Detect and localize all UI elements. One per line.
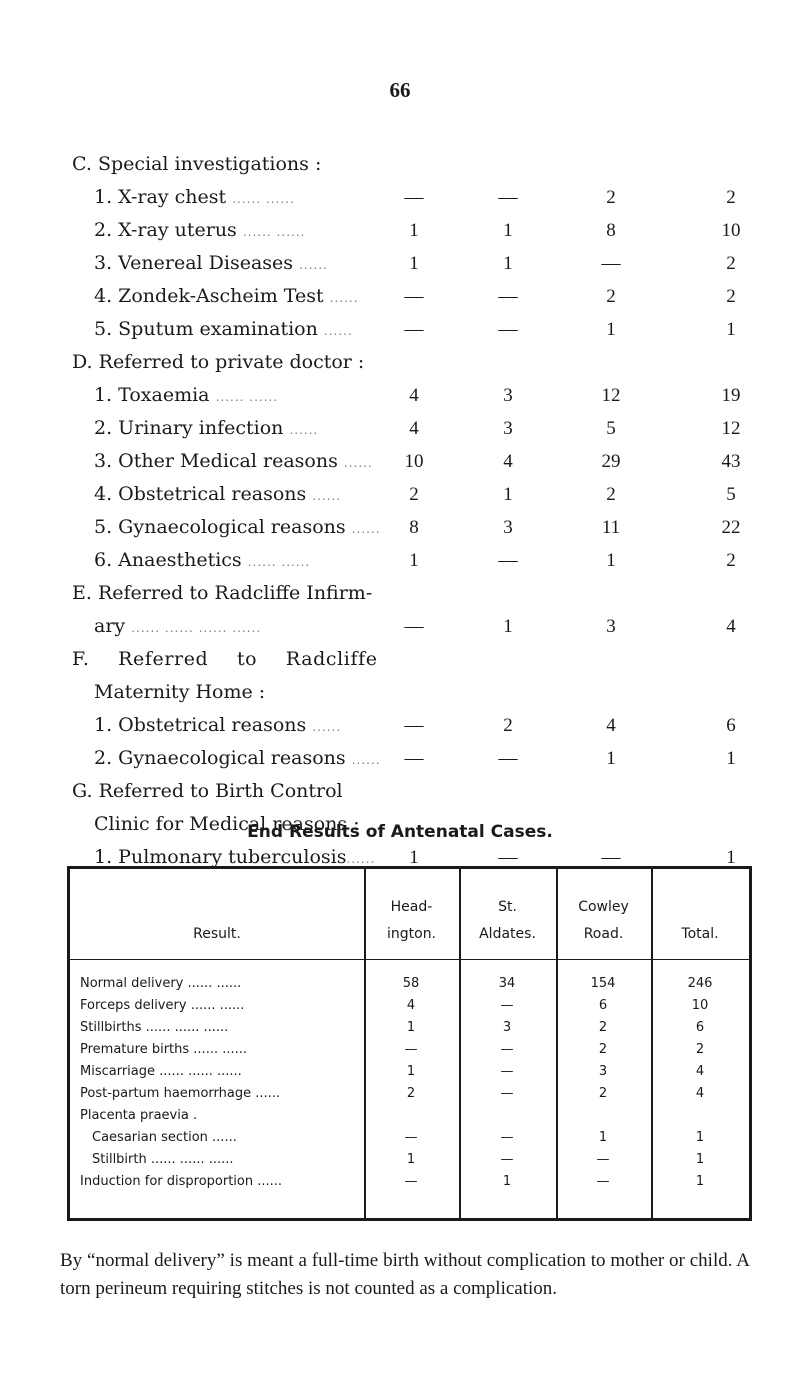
section-heading: D. Referred to private doctor : bbox=[72, 351, 365, 373]
list-item: 1. Obstetrical reasons ...... — 2 4 6 bbox=[94, 714, 736, 736]
table-row: Induction for disproportion ...... — 1 — 1 bbox=[80, 1174, 705, 1189]
page-number: 66 bbox=[389, 78, 411, 102]
list-item: ary ...... ...... ...... ...... — 1 3 4 bbox=[94, 615, 736, 637]
list-item: 6. Anaesthetics ...... ...... 1 — 1 2 bbox=[94, 549, 736, 571]
results-table bbox=[67, 866, 752, 1221]
list-item: 5. Gynaecological reasons ...... 8 3 11 22 bbox=[94, 516, 741, 538]
table-row: Stillbirth ...... ...... ...... 1 — — 1 bbox=[92, 1152, 705, 1167]
section-heading: C. Special investigations : bbox=[72, 153, 322, 175]
column-header-st-aldates: St. Aldates. bbox=[479, 899, 536, 942]
referral-list bbox=[72, 148, 752, 874]
table-row: Stillbirths ...... ...... ...... 1 3 2 6 bbox=[80, 1020, 705, 1035]
table-row: Post-partum haemorrhage ...... 2 — 2 4 bbox=[80, 1086, 705, 1101]
list-item: 3. Other Medical reasons ...... 10 4 29 43 bbox=[94, 450, 741, 472]
list-item: 2. Gynaecological reasons ...... — — 1 1 bbox=[94, 747, 736, 769]
table-row: Miscarriage ...... ...... ...... 1 — 3 4 bbox=[80, 1064, 705, 1079]
column-header-result: Result. bbox=[193, 926, 241, 942]
table-row: Premature births ...... ...... — — 2 2 bbox=[80, 1042, 705, 1057]
list-item: 1. Pulmonary tuberculosis...... 1 — — 1 bbox=[94, 846, 736, 868]
section-heading: F. Referred to Radcliffe bbox=[72, 648, 378, 670]
table-row: Normal delivery ...... ...... 58 34 154 246 bbox=[80, 976, 713, 991]
column-header-total: Total. bbox=[681, 926, 719, 942]
table-title: End Results of Antenatal Cases. bbox=[247, 822, 553, 842]
list-item: 2. X-ray uterus ...... ...... 1 1 8 10 bbox=[94, 219, 741, 241]
column-header-headington: Head- ington. bbox=[386, 899, 437, 942]
list-item: 1. X-ray chest ...... ...... — — 2 2 bbox=[94, 186, 736, 208]
list-item: 4. Zondek-Ascheim Test ...... — — 2 2 bbox=[94, 285, 736, 307]
list-item: 4. Obstetrical reasons ...... 2 1 2 5 bbox=[94, 483, 736, 505]
table-row: Forceps delivery ...... ...... 4 — 6 10 bbox=[80, 998, 709, 1013]
section-heading: E. Referred to Radcliffe Infirm- bbox=[72, 582, 373, 604]
list-item: 5. Sputum examination ...... — — 1 1 bbox=[94, 318, 736, 340]
table-row: Caesarian section ...... — — 1 1 bbox=[92, 1130, 705, 1145]
section-heading: G. Referred to Birth Control bbox=[72, 780, 343, 802]
table-row: Placenta praevia . bbox=[80, 1108, 198, 1123]
list-item: 2. Urinary infection ...... 4 3 5 12 bbox=[94, 417, 741, 439]
footnote: By “normal delivery” is meant a full-time birth without complication to mother or child. A torn perineum requiring stitches is not counted as a complication. bbox=[60, 1250, 750, 1299]
section-heading: Maternity Home : bbox=[94, 681, 266, 703]
list-item: 1. Toxaemia ...... ...... 4 3 12 19 bbox=[94, 384, 741, 406]
section-heading: Clinic for Medical reasons : bbox=[94, 813, 360, 835]
column-header-cowley-road: Cowley Road. bbox=[578, 899, 629, 942]
list-item: 3. Venereal Diseases ...... 1 1 — 2 bbox=[94, 252, 736, 274]
